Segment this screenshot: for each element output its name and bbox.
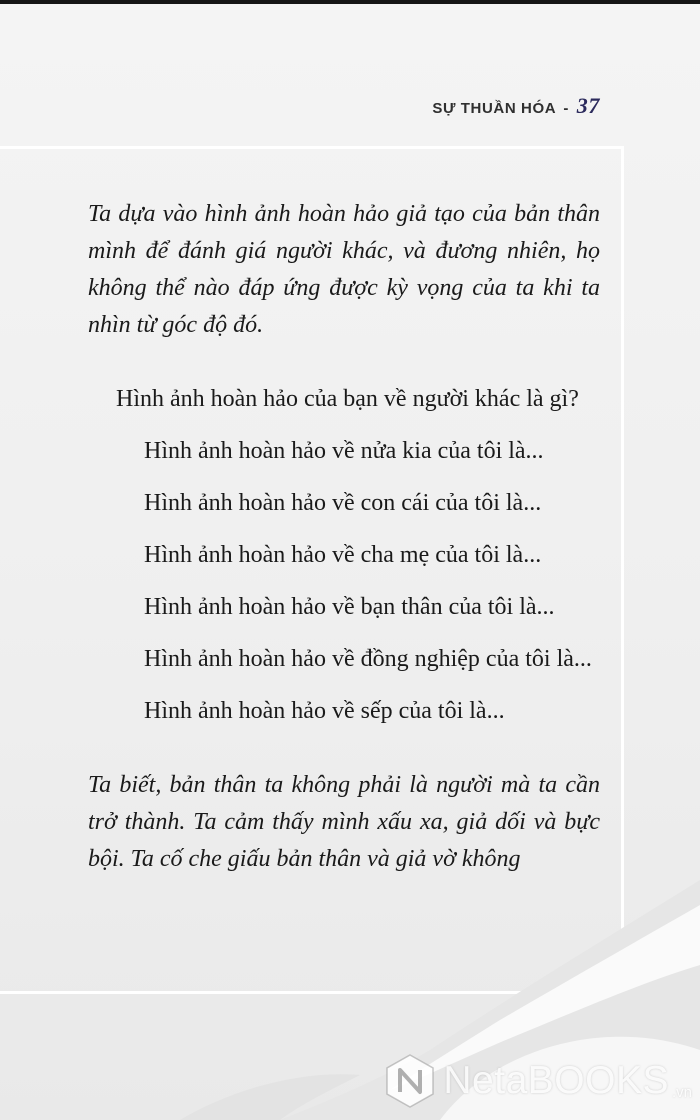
prompt-item: Hình ảnh hoàn hảo về sếp của tôi là...: [144, 698, 505, 724]
prompt-item: Hình ảnh hoàn hảo về cha mẹ của tôi là...: [144, 542, 542, 568]
publisher-watermark: [383, 1052, 692, 1110]
watermark-tld: .vn: [671, 1084, 692, 1101]
prompt-item: Hình ảnh hoàn hảo về con cái của tôi là...: [144, 490, 542, 516]
intro-paragraph: Ta dựa vào hình ảnh hoàn hảo giả tạo của bản thân mình để đánh giá người khác, và đương nhiên, họ không thể nào đáp ứng được kỳ vọng của ta khi ta nhìn từ góc độ đó.: [88, 201, 600, 338]
watermark-brand: NetaBOOKS: [443, 1059, 669, 1102]
question: Hình ảnh hoàn hảo của bạn về người khác là gì?: [116, 386, 579, 412]
prompt-item: Hình ảnh hoàn hảo về đồng nghiệp của tôi là...: [144, 646, 592, 672]
prompt-item: Hình ảnh hoàn hảo về nửa kia của tôi là...: [144, 438, 544, 464]
netabooks-hexagon-logo-icon: [383, 1052, 437, 1110]
closing-paragraph: Ta biết, bản thân ta không phải là người mà ta cần trở thành. Ta cảm thấy mình xấu xa, giả dối và bực bội. Ta cố che giấu bản thân và giả vờ không: [88, 772, 600, 872]
header-separator: -: [563, 100, 570, 117]
prompt-item: Hình ảnh hoàn hảo về bạn thân của tôi là...: [144, 594, 555, 620]
page-content: [88, 196, 600, 878]
running-title: SỰ THUẦN HÓA: [432, 100, 556, 117]
page-number: 37: [576, 93, 600, 118]
